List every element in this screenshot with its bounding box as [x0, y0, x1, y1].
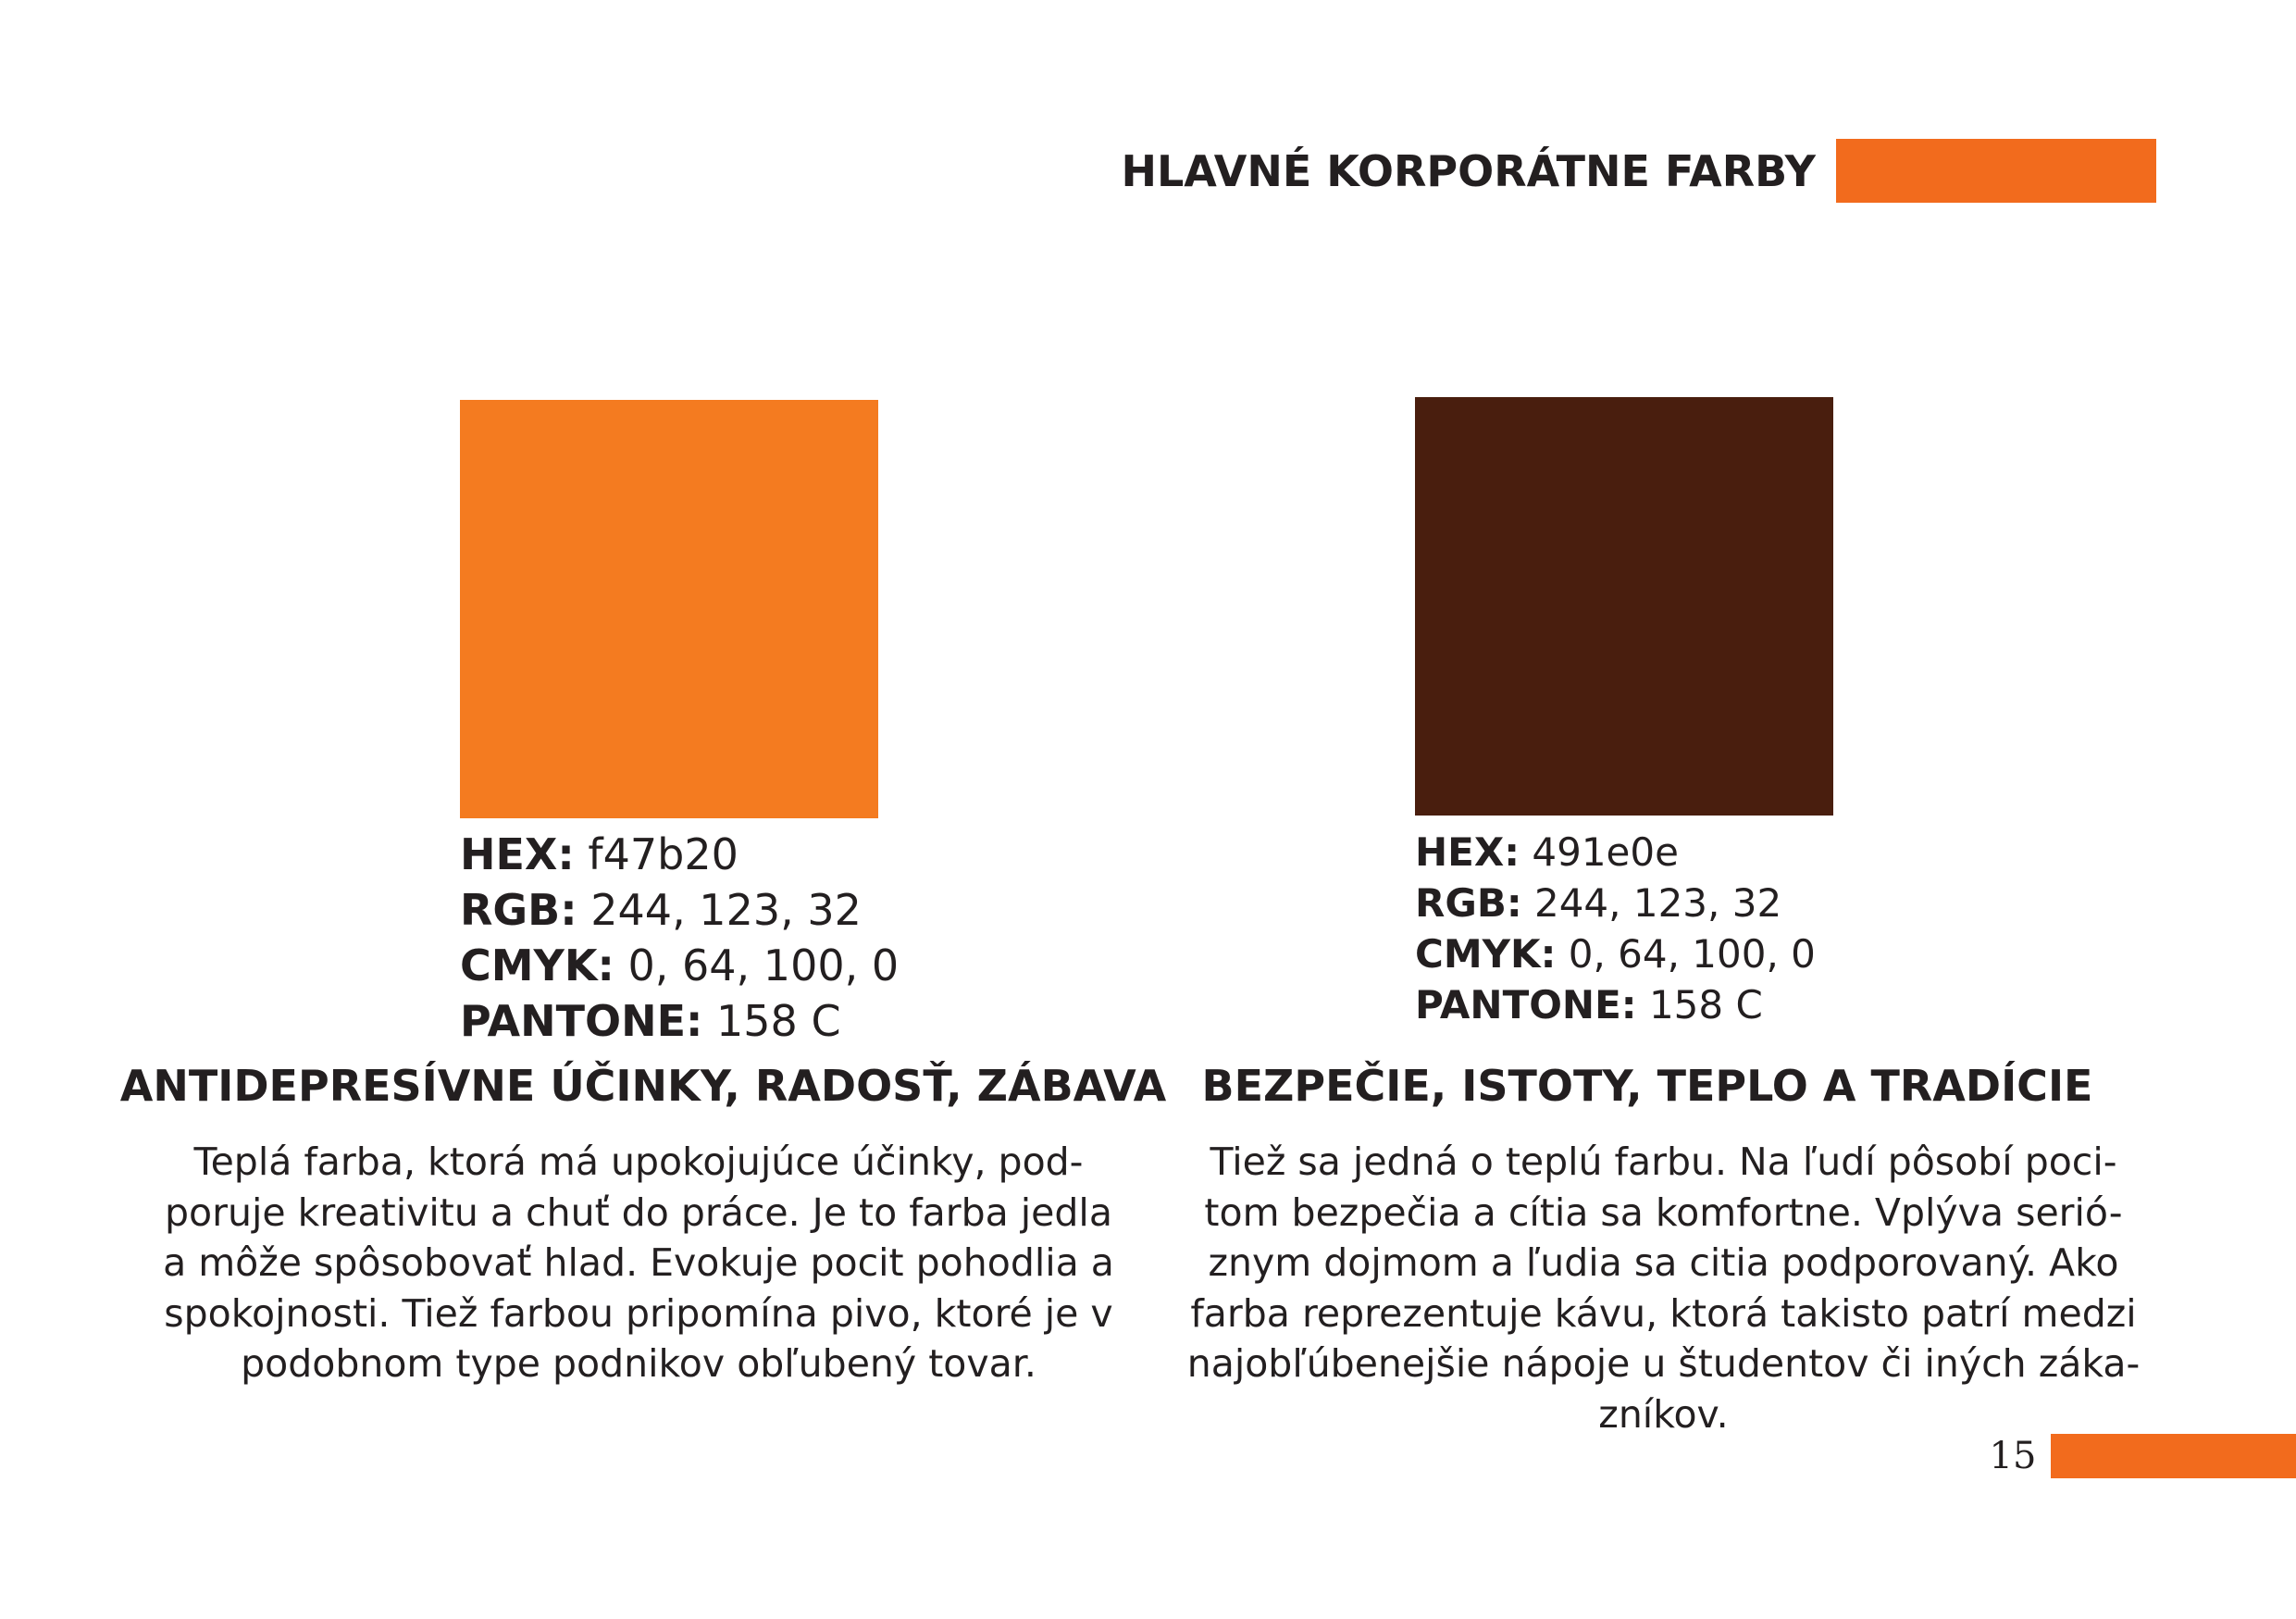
description-line: znym dojmom a ľudia sa citia podporovaný. Ako	[1208, 1240, 2119, 1285]
cmyk-label: CMYK:	[1415, 931, 1557, 977]
page-title: HLAVNÉ KORPORÁTNE FARBY	[1121, 146, 1816, 196]
rgb-label: RGB:	[1415, 880, 1522, 926]
header-accent-bar	[1836, 139, 2156, 203]
rgb-value: 244, 123, 32	[1533, 880, 1782, 926]
pantone-value: 158 C	[1648, 982, 1763, 1027]
pantone-row	[460, 993, 899, 1049]
pantone-label: PANTONE:	[460, 996, 703, 1046]
pantone-row	[1415, 979, 1816, 1030]
description-line: podobnom type podnikov obľubený tovar.	[241, 1341, 1036, 1386]
hex-value: f47b20	[588, 829, 738, 879]
description-line: najobľúbenejšie nápoje u študentov či iných záka-	[1186, 1341, 2141, 1386]
orange-color-heading: ANTIDEPRESÍVNE ÚČINKY, RADOSŤ, ZÁBAVA	[119, 1061, 1167, 1111]
hex-value: 491e0e	[1532, 829, 1679, 875]
page-number: 15	[1989, 1435, 2037, 1477]
cmyk-row	[460, 938, 899, 993]
brown-color-description	[1161, 1137, 2166, 1439]
orange-color-description	[130, 1137, 1148, 1389]
cmyk-value: 0, 64, 100, 0	[627, 940, 900, 990]
rgb-row	[1415, 878, 1816, 928]
cmyk-row	[1415, 928, 1816, 979]
pantone-label: PANTONE:	[1415, 982, 1637, 1027]
footer-accent-bar	[2051, 1434, 2296, 1478]
brown-color-heading: BEZPEČIE, ISTOTY, TEPLO A TRADÍCIE	[1201, 1061, 2093, 1111]
description-line: zníkov.	[1598, 1391, 1729, 1437]
orange-color-swatch	[460, 400, 878, 818]
rgb-label: RGB:	[460, 885, 577, 935]
description-line: poruje kreativitu a chuť do práce. Je to farba jedla	[165, 1189, 1112, 1235]
cmyk-label: CMYK:	[460, 940, 614, 990]
description-line: spokojnosti. Tiež farbou pripomína pivo, ktoré je v	[164, 1290, 1113, 1336]
hex-row	[1415, 827, 1816, 878]
description-line: Teplá farba, ktorá má upokojujúce účinky, pod-	[193, 1140, 1084, 1184]
orange-color-specs	[460, 827, 899, 1049]
rgb-row	[460, 882, 899, 938]
brown-color-specs	[1415, 827, 1816, 1030]
hex-label: HEX:	[460, 829, 575, 879]
cmyk-value: 0, 64, 100, 0	[1568, 931, 1816, 977]
hex-row	[460, 827, 899, 882]
description-line: tom bezpečia a cítia sa komfortne. Vplýva serió-	[1204, 1189, 2123, 1235]
pantone-value: 158 C	[716, 996, 841, 1046]
description-line: Tiež sa jedná o teplú farbu. Na ľudí pôsobí poci-	[1210, 1140, 2117, 1184]
brown-color-swatch	[1415, 397, 1833, 816]
rgb-value: 244, 123, 32	[590, 885, 862, 935]
hex-label: HEX:	[1415, 829, 1520, 875]
description-line: farba reprezentuje kávu, ktorá takisto patrí medzi	[1190, 1290, 2137, 1336]
description-line: a môže spôsobovať hlad. Evokuje pocit pohodlia a	[163, 1240, 1114, 1285]
